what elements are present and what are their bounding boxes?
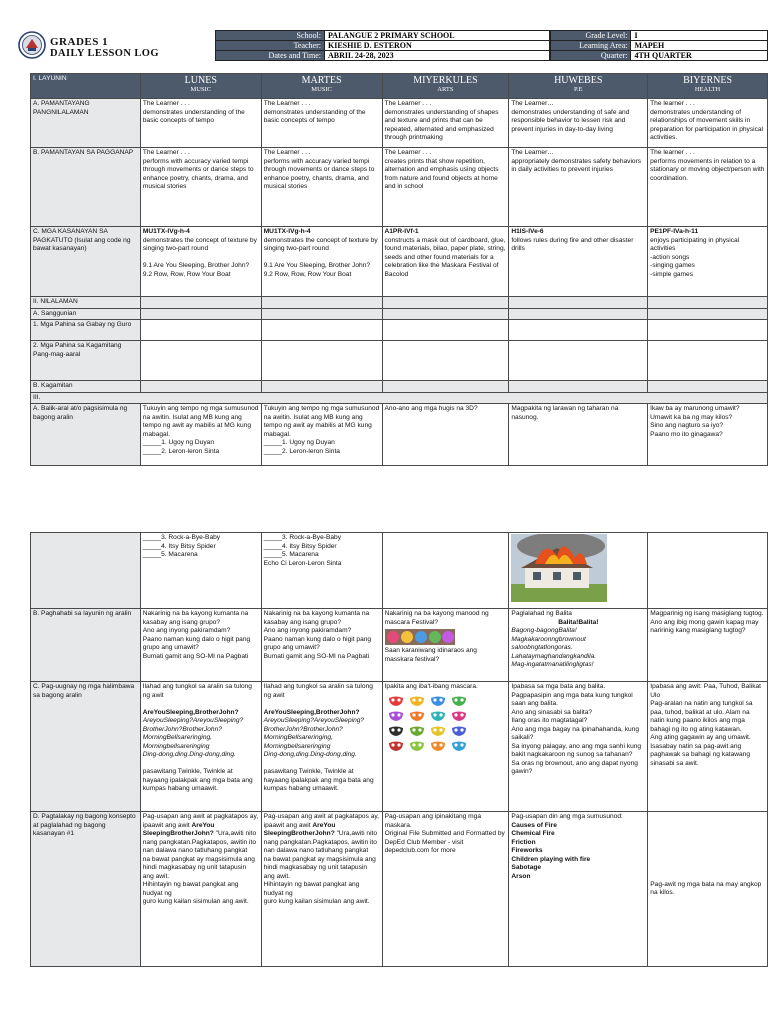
cell-huwebes <box>509 227 648 297</box>
row-label: 2. Mga Pahina sa Kagamitang Pang-mag-aaral <box>31 341 141 381</box>
quarter-label: Quarter: <box>551 51 631 61</box>
cell-huwebes <box>509 297 648 309</box>
masskara-festival-image <box>385 629 455 645</box>
song-lyrics: AreyouSleeping?AreyouSleeping? BrotherJohn?BrotherJohn? MorningBellsareringing, Morningbellsareringing Ding-dong,ding.Ding-dong,ding. <box>142 717 244 758</box>
day-header-row <box>31 74 768 99</box>
competency-text: enjoys participating in physical activities -action songs -singing games -simple games <box>650 236 740 278</box>
cell-miyerkules <box>382 308 509 320</box>
day-name: BIYERNES <box>683 75 733 86</box>
competency-text: demonstrates the concept of texture by singing two-part round 9.1 Are You Sleeping, Brother John? 9.2 Row, Row, Row Your Boat <box>263 236 378 278</box>
row-label: B. Paghahabi sa layunin ng aralin <box>31 609 141 682</box>
competency-code: H1IS-IVe-6 <box>511 228 544 235</box>
competency-text: constructs a mask out of cardboard, glue, found materials, bilao, paper plate, string, seeds and other found materials for a celebration like the Maskara Festival of Bacolod <box>384 236 506 278</box>
row-label: D. Pagtalakay ng bagong konsepto at paglalahad ng bagong kasanayan #1 <box>31 812 141 967</box>
cell-biyernes <box>648 227 768 297</box>
cell-miyerkules: Ano-ano ang mga hugis na 3D? <box>382 404 509 466</box>
day-header-miyerkules <box>382 74 509 99</box>
list-item: Arson <box>511 872 531 880</box>
cell-martes <box>261 308 382 320</box>
cell-biyernes <box>648 308 768 320</box>
cell-huwebes: The Learner… appropriately demonstrates safety behaviors in daily activities to prevent injuries <box>509 148 648 227</box>
row-kagamitang-pang-mag-aaral <box>31 341 768 381</box>
cell-martes <box>261 682 382 812</box>
competency-text: demonstrates the concept of texture by singing two-part round 9.1 Are You Sleeping, Brother John? 9.2 Row, Row, Row Your Boat <box>142 236 257 278</box>
row-pamantayan-sa-pagganap <box>31 148 768 227</box>
cell-miyerkules <box>382 609 509 682</box>
song-instruction: pasawitang Twinkle, Twinkle at hayaang ipalakpak ang mga bata ang kumpas habang umaawit. <box>263 768 374 792</box>
cell-martes: The Learner . . . performs with accuracy varied tempi through movements or dance steps to enhance poetry, chants, drama, and musical stories <box>261 148 382 227</box>
area-value: MAPEH <box>631 41 768 51</box>
cell-miyerkules <box>382 533 509 609</box>
intro-text: Ilahad ang tungkol sa aralin sa tulong ng awit <box>142 683 252 699</box>
mask-gallery <box>388 695 507 752</box>
song-instruction: pasawitang Twinkle, Twinkle at hayaang ipalakpak ang mga bata ang kumpas habang umaawit. <box>142 768 253 792</box>
cell-martes <box>261 341 382 381</box>
cell-huwebes <box>509 533 648 609</box>
mask-icon <box>451 710 467 722</box>
mask-icon <box>430 725 446 737</box>
mask-icon <box>430 695 446 707</box>
list-item: Fireworks <box>511 847 543 854</box>
burning-house-image <box>511 534 607 602</box>
cell-huwebes: The Learner… demonstrates understanding of safe and responsible behavior to lessen risk and prevent injuries in day-to-day living <box>509 99 648 148</box>
day-header-biyernes <box>648 74 768 99</box>
cell-biyernes: Pag-awit ng mga bata na may angkop na kilos. <box>648 812 768 967</box>
mask-icon <box>409 710 425 722</box>
row-gabay-ng-guro <box>31 320 768 341</box>
day-subject: MUSIC <box>190 86 212 93</box>
mask-icon <box>451 695 467 707</box>
cell-lunes <box>140 381 261 393</box>
cell-lunes <box>140 297 261 309</box>
day-header-huwebes <box>509 74 648 99</box>
row-balik-aral <box>31 404 768 466</box>
cell-biyernes: The learner . . . demonstrates understanding of relationships of movement skills in preparation for participation in physical activities. <box>648 99 768 148</box>
dates-value: ABRIL 24-28, 2023 <box>325 51 550 61</box>
deped-seal-icon <box>18 31 46 59</box>
cell-martes: The Learner . . . demonstrates understanding of the basic concepts of tempo <box>261 99 382 148</box>
dates-label: Dates and Time: <box>216 51 325 61</box>
cell-martes: Nakarinig na ba kayong kumanta na kasabay ang isang grupo? Ano ang inyong pakiramdam? Paano naman kung dalo o higit pang grupo ang umawit? Bumati gamit ang SO-MI na Pagbati <box>261 609 382 682</box>
cell-biyernes <box>648 297 768 309</box>
list-item: Sabotage <box>511 864 542 871</box>
row-pagtalakay <box>31 812 768 967</box>
row-label: C. Pag-uugnay ng mga halimbawa sa bagong aralin <box>31 682 141 812</box>
cell-huwebes <box>509 812 648 967</box>
competency-code: MU1TX-IVg-h-4 <box>142 228 190 235</box>
cell-miyerkules <box>382 381 509 393</box>
competency-code: PE1PF-IVa-h-11 <box>650 228 699 235</box>
cell-martes <box>261 297 382 309</box>
competency-code: MU1TX-IVg-h-4 <box>263 228 311 235</box>
brand-line-1: GRADES 1 <box>50 36 109 48</box>
cell-miyerkules <box>382 682 509 812</box>
cell-miyerkules: The Learner . . . demonstrates understanding of shapes and texture and prints that can be repeated, alternated and emphasized through printmaking <box>382 99 509 148</box>
song-title: AreYouSleeping,BrotherJohn? <box>263 708 360 716</box>
mask-icon <box>388 710 404 722</box>
row-label: A. PAMANTAYANG PANGNILALAMAN <box>31 99 141 148</box>
pe-intro: Pag-usapan din ang mga sumusunod: <box>511 813 623 820</box>
row-label: C. MGA KASANAYAN SA PAGKATUTO (Isulat ang code ng bawat kasanayan) <box>31 227 141 297</box>
grade-value: I <box>631 31 768 41</box>
quarter-value: 4TH QUARTER <box>631 51 768 61</box>
grade-label: Grade Level: <box>551 31 631 41</box>
intro-text: Ilahad ang tungkol sa aralin sa tulong ng awit <box>263 683 373 699</box>
row-pag-uugnay <box>31 682 768 812</box>
cell-biyernes: Magparinig ng isang masiglang tugtog. Ano ang ibig mong gawin kapag may naririnig kang masiglang tugtog? <box>648 609 768 682</box>
cell-miyerkules <box>382 320 509 341</box>
cell-martes: _____3. Rock-a-Bye-Baby _____4. Itsy Bitsy Spider _____5. Macarena Echo Ci Leron-Leron Sinta <box>261 533 382 609</box>
discussion-text: "Ura,awiti nito nang pangkatan.Pagkatapos, awitin ito nan dalawa nano tatluhang pangkat na bawat pangkat ay magsisimula ang hindi magkasabay ng unit tatapusin ang awit. Hihintayin ng bawat pangkat ang hudyat ng guro kung kailan sisimulan ang awit. <box>263 830 378 905</box>
cell-huwebes <box>509 381 648 393</box>
brand-title <box>50 36 159 60</box>
mask-icon <box>388 725 404 737</box>
row-pamantayang-pangnilalaman <box>31 99 768 148</box>
area-label: Learning Area: <box>551 41 631 51</box>
mask-icon <box>451 740 467 752</box>
brand-line-2: DAILY LESSON LOG <box>50 48 159 59</box>
song-title: AreYou SleepingBrotherJohn? <box>263 821 336 837</box>
day-name: HUWEBES <box>554 75 603 86</box>
row-paghahabi-sa-layunin <box>31 609 768 682</box>
cell-martes <box>261 381 382 393</box>
day-name: MARTES <box>301 75 342 86</box>
cell-huwebes: Magpakita ng larawan ng taharan na nasunog. <box>509 404 648 466</box>
row-label: A. Sanggunian <box>31 308 141 320</box>
cell-miyerkules <box>382 227 509 297</box>
cell-lunes: _____3. Rock-a-Bye-Baby _____4. Itsy Bitsy Spider _____5. Macarena <box>140 533 261 609</box>
row-label <box>31 533 141 609</box>
cell-lunes: Nakarinig na ba kayong kumanta na kasabay ang isang grupo? Ano ang inyong pakiramdam? Paano naman kung dalo o higit pang grupo ang umawit? Bumati gamit ang SO-MI na Pagbati <box>140 609 261 682</box>
list-item: Chemical Fire <box>511 830 555 837</box>
cell-lunes: Tukuyin ang tempo ng mga sumusunod na awitin. Isulat ang MB kung ang tempo ng awit ay mabilis at MG kung mabagal. _____1. Ugoy ng Duyan _____2. Leron-leron Sinta <box>140 404 261 466</box>
arts-text: Ipakita ang iba't-ibang mascara. <box>384 683 478 690</box>
list-item: Friction <box>511 838 536 846</box>
cell-lunes <box>140 812 261 967</box>
teacher-label: Teacher: <box>216 41 325 51</box>
cell-miyerkules <box>382 297 509 309</box>
cell-lunes: The Learner . . . performs with accuracy varied tempi through movements or dance steps to enhance poetry, chants, drama, and musical stories <box>140 148 261 227</box>
row-label: A. Balik-aral at/o pagsisimula ng bagong aralin <box>31 404 141 466</box>
intro-text: Pag-usapan ang awit at pagkatapos ay, ipaawit ang awit <box>263 813 380 829</box>
mask-icon <box>388 740 404 752</box>
cell-huwebes <box>509 609 648 682</box>
cell-biyernes <box>648 320 768 341</box>
row-label: III. <box>31 392 768 404</box>
cell-lunes <box>140 341 261 381</box>
cell-miyerkules: Pag-usapan ang ipinakitang mga maskara. Original File Submitted and Formatted by DepEd Club Member - visit depedclub.com for more <box>382 812 509 967</box>
row-balik-aral-continued <box>31 533 768 609</box>
song-lyrics: AreyouSleeping?AreyouSleeping? BrotherJohn?BrotherJohn? MorningBellsareringing, Morningbellsareringing Ding-dong,ding.Ding-dong,ding. <box>263 717 365 758</box>
mask-icon <box>409 725 425 737</box>
cell-martes <box>261 812 382 967</box>
cell-lunes <box>140 320 261 341</box>
song-title: AreYou SleepingBrotherJohn? <box>142 821 215 837</box>
mask-icon <box>388 695 404 707</box>
school-value: PALANGUE 2 PRIMARY SCHOOL <box>325 31 550 41</box>
cell-martes <box>261 320 382 341</box>
row-label: B. Kagamitan <box>31 381 141 393</box>
discussion-text: "Ura,awiti nito nang pangkatan.Pagkatapos, awitin ito nan dalawa nano tatluhang pangkat na bawat pangkat ay magsisimula ang hindi magkasabay ng unit tatapusin ang awit. Hihintayin ng bawat pangkat ang hudyat ng guro kung kailan sisimulan ang awit. <box>142 830 257 905</box>
cell-miyerkules: The Learner . . . creates prints that show repetition, alternation and emphasis using objects from nature and found objects at home and in school <box>382 148 509 227</box>
day-header-martes <box>261 74 382 99</box>
list-item: Causes of Fire <box>511 821 557 829</box>
row-nilalaman <box>31 297 768 309</box>
cell-biyernes <box>648 533 768 609</box>
teacher-value: KIESHIE D. ESTERON <box>325 41 550 51</box>
cell-biyernes: Ikaw ba ay marunong umawit? Umawit ka ba ng may kilos? Sino ang nagturo sa iyo? Paano mo ito ginagawa? <box>648 404 768 466</box>
day-name: MIYERKULES <box>413 75 478 86</box>
day-name: LUNES <box>184 75 217 86</box>
song-title: AreYouSleeping,BrotherJohn? <box>142 708 239 716</box>
meta-table-left <box>215 30 550 61</box>
cell-lunes <box>140 227 261 297</box>
cell-lunes <box>140 682 261 812</box>
lesson-log-table-page-1 <box>30 73 768 466</box>
arts-caption: Saan karaniwang idinaraos ang masskara festival? <box>384 647 477 663</box>
mask-icon <box>409 695 425 707</box>
cell-huwebes <box>509 308 648 320</box>
cell-biyernes <box>648 381 768 393</box>
cell-biyernes: The learner . . . performs movements in relation to a stationary or moving object/person with coordination. <box>648 148 768 227</box>
row-label: II. NILALAMAN <box>31 297 141 309</box>
pe-news-text: Bagong-bagongBalita! Magkakaroonngbrownout saloobngtatlongoras. Lahataymaghandangkandila. Mag-ingatatmanatilingligtas! <box>511 627 597 668</box>
cell-huwebes <box>509 341 648 381</box>
mask-icon <box>409 740 425 752</box>
day-subject: MUSIC <box>311 86 332 93</box>
list-item: Children playing with fire <box>511 855 591 863</box>
cell-martes: Tukuyin ang tempo ng mga sumusunod na awitin. Isulat ang MB kung ang tempo ng awit ay mabilis at MG kung mabagal. _____1. Ugoy ng Duyan _____2. Leron-leron Sinta <box>261 404 382 466</box>
row-pamamaraan <box>31 392 768 404</box>
row-label: B. PAMANTAYAN SA PAGGANAP <box>31 148 141 227</box>
competency-text: follows rules during fire and other disaster drills <box>511 236 634 252</box>
cell-lunes: The Learner . . . demonstrates understanding of the basic concepts of tempo <box>140 99 261 148</box>
cell-biyernes <box>648 341 768 381</box>
mask-icon <box>430 710 446 722</box>
intro-text: Pag-usapan ang awit at pagkatapos ay, ipaawit ang awit <box>142 813 259 829</box>
day-header-lunes <box>140 74 261 99</box>
meta-table-right <box>550 30 768 61</box>
cell-miyerkules <box>382 341 509 381</box>
arts-question: Nakarinig na ba kayong manood ng mascara Festival? <box>384 610 489 626</box>
row-sanggunian <box>31 308 768 320</box>
lesson-log-table-page-2 <box>30 532 768 967</box>
cell-lunes <box>140 308 261 320</box>
pe-headline: Balita!Balita! <box>558 618 599 626</box>
layunin-header: I. LAYUNIN <box>31 74 141 99</box>
pe-intro: Paglalahad ng Balita <box>511 610 572 617</box>
mask-icon <box>430 740 446 752</box>
cell-huwebes <box>509 320 648 341</box>
row-kasanayan-sa-pagkatuto <box>31 227 768 297</box>
day-subject: HEALTH <box>694 86 721 93</box>
day-subject: P.E <box>573 86 583 93</box>
row-label: 1. Mga Pahina sa Gabay ng Guro <box>31 320 141 341</box>
cell-huwebes: Ipabasa sa mga bata ang balita. Pagpapasipin ang mga bata kung tungkol saan ang balita. Ano ang sinasabi sa balita? Ilang oras ito magtatagal? Ano ang mga bagay na ipinahahanda, kung saikali? Sa inyong palagay, ano ang mga sanhi kung bakit nagkakaroon ng sunog sa tahanan? Sa oras ng brownout, ano ang dapat nyong gawin? <box>509 682 648 812</box>
row-kagamitan <box>31 381 768 393</box>
competency-code: A1PR-IVf-1 <box>384 228 419 235</box>
day-subject: ARTS <box>437 86 454 93</box>
cell-biyernes: Ipabasa ang awit: Paa, Tuhod, Balikat Ulo Pag-aralan na natin ang tungkol sa paa, tuhod, balikat at ulo. Alam na natin kung paano ikilos ang mga bahagi ng ito ng ating katawan. Ang ating gagawin ay ang umawit. Isasabay natin sa pag-awit ang paghawak sa bahagi ng katawang sinasabi sa awit. <box>648 682 768 812</box>
cell-martes <box>261 227 382 297</box>
school-label: School: <box>216 31 325 41</box>
mask-icon <box>451 725 467 737</box>
